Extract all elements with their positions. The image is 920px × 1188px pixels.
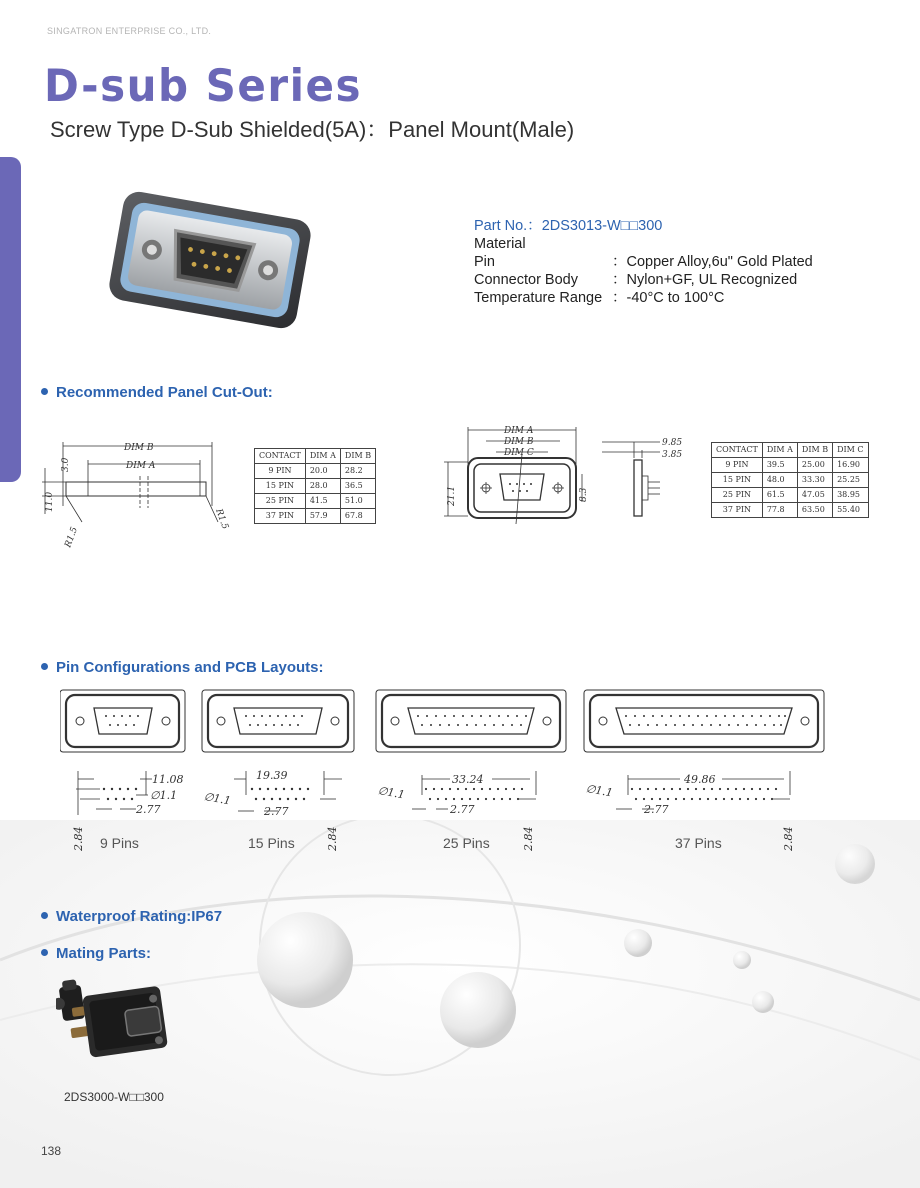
series-title: D-sub Series xyxy=(44,60,362,112)
svg-text:19.39: 19.39 xyxy=(256,769,288,782)
specifications xyxy=(474,217,813,307)
svg-text:2.77: 2.77 xyxy=(136,803,161,816)
page-subtitle: Screw Type D-Sub Shielded(5A)：Panel Mount(Male) xyxy=(50,117,575,142)
face-25-pins xyxy=(376,690,566,752)
spec-value: ：Copper Alloy,6u" Gold Plated xyxy=(612,254,813,270)
bullet-icon xyxy=(41,663,48,670)
table-row: 15 PIN 48.0 33.30 25.25 xyxy=(712,473,869,488)
svg-text:2.84: 2.84 xyxy=(326,826,339,851)
svg-text:2.77: 2.77 xyxy=(264,805,289,818)
cutout-drawing xyxy=(40,436,240,566)
pin-label-9: 9 Pins xyxy=(100,835,139,851)
svg-text:∅1.1: ∅1.1 xyxy=(376,784,406,802)
pin-configuration-faces xyxy=(60,688,826,758)
bullet-icon xyxy=(41,912,48,919)
company-name: SINGATRON ENTERPRISE CO., LTD. xyxy=(47,26,212,36)
spec-label: Temperature Range xyxy=(474,290,603,306)
svg-text:∅1.1: ∅1.1 xyxy=(584,782,614,800)
svg-text:49.86: 49.86 xyxy=(684,773,716,786)
bullet-icon xyxy=(41,388,48,395)
svg-text:2.84: 2.84 xyxy=(522,826,535,851)
section-cutout-heading: Recommended Panel Cut-Out: xyxy=(41,384,273,401)
table-row: 25 PIN 61.5 47.05 38.95 xyxy=(712,488,869,503)
side-tab xyxy=(0,157,21,482)
height-30-label: 3.0 xyxy=(61,457,71,472)
svg-text:2.77: 2.77 xyxy=(644,803,669,816)
face-9-pins xyxy=(60,690,185,752)
svg-text:∅1.1: ∅1.1 xyxy=(202,790,232,808)
pin-label-15: 15 Pins xyxy=(248,835,295,851)
svg-text:∅1.1: ∅1.1 xyxy=(150,789,178,802)
spec-label: Connector Body xyxy=(474,272,578,288)
side-985-label: 9.85 xyxy=(662,438,683,448)
part-no-label: Part No.： xyxy=(474,218,542,234)
spec-label: Pin xyxy=(474,254,495,270)
dim-b-label: DIM B xyxy=(124,443,154,453)
product-photo xyxy=(105,185,315,335)
radius-right-label: R1.5 xyxy=(213,507,230,531)
bullet-icon xyxy=(41,949,48,956)
face-15-pins xyxy=(202,690,354,752)
front-dim-c: DIM C xyxy=(504,448,534,458)
section-pins-heading: Pin Configurations and PCB Layouts: xyxy=(41,659,324,676)
section-waterproof-heading: Waterproof Rating:IP67 xyxy=(41,908,222,925)
svg-text:2.84: 2.84 xyxy=(782,826,795,851)
table-row: 15 PIN 28.0 36.5 xyxy=(255,479,376,494)
svg-text:2.84: 2.84 xyxy=(72,826,85,851)
side-385-label: 3.85 xyxy=(662,450,683,460)
front-dim-b: DIM B xyxy=(504,437,534,447)
front-view-drawing xyxy=(438,424,700,524)
cutout-dimension-table: CONTACT DIM A DIM B 9 PIN 20.0 28.2 15 PIN 28.0 36.5 25 PIN 41.5 51.0 37 PIN 57.9 67.8 xyxy=(254,448,376,524)
spec-value: ：-40°C to 100°C xyxy=(612,290,725,306)
page-number: 138 xyxy=(41,1144,62,1158)
height-110-label: 11.0 xyxy=(45,491,55,512)
height-83-label: 8.3 xyxy=(579,487,589,502)
face-37-pins xyxy=(584,690,824,752)
table-row: 25 PIN 41.5 51.0 xyxy=(255,494,376,509)
table-row: 9 PIN 20.0 28.2 xyxy=(255,464,376,479)
svg-text:33.24: 33.24 xyxy=(452,773,484,786)
dim-a-label: DIM A xyxy=(126,461,156,471)
svg-text:2.77: 2.77 xyxy=(450,803,475,816)
spec-value: ：Nylon+GF, UL Recognized xyxy=(612,272,798,288)
mating-part-photo xyxy=(56,972,176,1072)
front-dim-a: DIM A xyxy=(504,426,534,436)
material-label: Material xyxy=(474,236,526,252)
table-row: 37 PIN 77.8 63.50 55.40 xyxy=(712,503,869,518)
radius-left-label: R1.5 xyxy=(63,525,81,550)
pin-label-25: 25 Pins xyxy=(443,835,490,851)
part-no-value: 2DS3013-W□□300 xyxy=(541,218,663,234)
table-row: 37 PIN 57.9 67.8 xyxy=(255,509,376,524)
pin-label-37: 37 Pins xyxy=(675,835,722,851)
table-row: 9 PIN 39.5 25.00 16.90 xyxy=(712,458,869,473)
height-211-label: 21.1 xyxy=(447,485,457,506)
mating-part-number: 2DS3000-W□□300 xyxy=(64,1090,164,1104)
section-mating-heading: Mating Parts: xyxy=(41,945,151,962)
svg-text:11.08: 11.08 xyxy=(152,773,184,786)
connector-dimension-table: CONTACT DIM A DIM B DIM C 9 PIN 39.5 25.00 16.90 15 PIN 48.0 33.30 25.25 25 PIN 61.5 47.05 38.95 37 PIN 77.8 63.50 55.40 xyxy=(711,442,869,518)
